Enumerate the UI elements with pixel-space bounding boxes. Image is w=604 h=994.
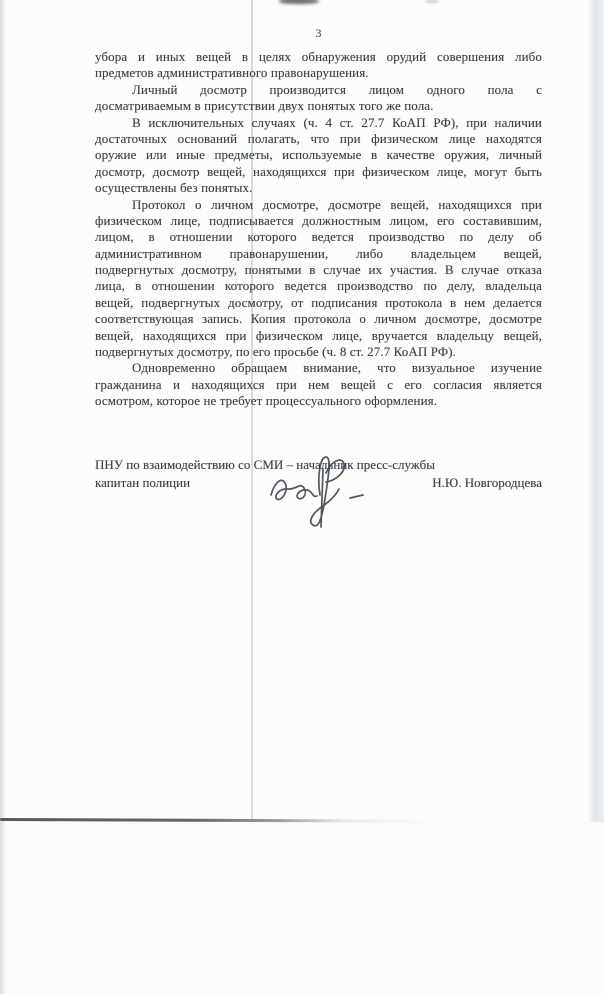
signer-name: Н.Ю. Новгородцева — [432, 475, 542, 490]
text-line: лицом, в отношении которого ведется производство по делу об — [95, 229, 542, 245]
text-line: лица, в отношении которого ведется производство по делу, владельца — [95, 278, 542, 294]
paragraph — [95, 197, 542, 361]
paragraph — [95, 360, 542, 409]
underlying-page-area — [0, 821, 604, 994]
paragraph — [95, 82, 542, 115]
text-line: осуществлены без понятых. — [95, 180, 253, 196]
page-right-edge-shadow — [588, 0, 604, 822]
text-line: подвергнутых досмотру, понятыми в случае их участия. В случае отказа — [95, 262, 542, 278]
text-line: вещей, находящихся при физическом лице, вручается владельцу вещей, — [95, 327, 542, 343]
page-number: 3 — [315, 26, 322, 40]
text-line: досмотр, досмотр вещей, находящихся при физическом лице, могут быть — [95, 163, 542, 179]
signer-title: ПНУ по взаимодействию со СМИ – начальник пресс-службы — [95, 457, 435, 472]
handwritten-signature-icon — [268, 449, 372, 535]
scan-dot-artifact — [425, 0, 439, 3]
signer-rank: капитан полиции — [95, 475, 191, 490]
paragraph — [95, 115, 542, 197]
text-line: вещей, подвергнутых досмотру, от подписания протокола в нем делается — [95, 294, 542, 310]
text-line: Протокол о личном досмотре, досмотре вещей, находящихся при — [132, 196, 542, 212]
document-body — [95, 49, 542, 410]
text-line: убора и иных вещей в целях обнаружения орудий совершения либо — [95, 49, 542, 64]
text-line: соответствующая запись. Копия протокола о личном досмотре, досмотре — [95, 311, 542, 327]
text-line: В исключительных случаях (ч. 4 ст. 27.7 КоАП РФ), при наличии — [132, 114, 542, 130]
page-left-edge-shadow — [0, 0, 6, 994]
text-line: Одновременно обращаем внимание, что визуальное изучение — [132, 360, 542, 376]
text-line: осмотром, которое не требует процессуального оформления. — [95, 393, 438, 409]
text-line: физическом лице, подписывается должностным лицом, его составившим, — [95, 212, 542, 228]
text-line: подвергнутых досмотру, по его просьбе (ч. 8 ст. 27.7 КоАП РФ). — [95, 344, 456, 360]
paragraph — [95, 49, 542, 82]
text-line: оружие или иные предметы, используемые в качестве оружия, личный — [95, 147, 542, 163]
text-line: достаточных оснований полагать, что при физическом лице находятся — [95, 130, 542, 146]
text-line: гражданина и находящихся при нем вещей с его согласия является — [95, 376, 542, 392]
text-line: административном правонарушении, либо владельцем вещей, — [95, 245, 542, 261]
text-line: Личный досмотр производится лицом одного пола с — [132, 81, 542, 97]
text-line: предметов административного правонарушения. — [95, 65, 369, 81]
text-line: досматриваемым в присутствии двух понятых того же пола. — [95, 98, 434, 114]
scan-smudge-artifact — [279, 0, 319, 4]
